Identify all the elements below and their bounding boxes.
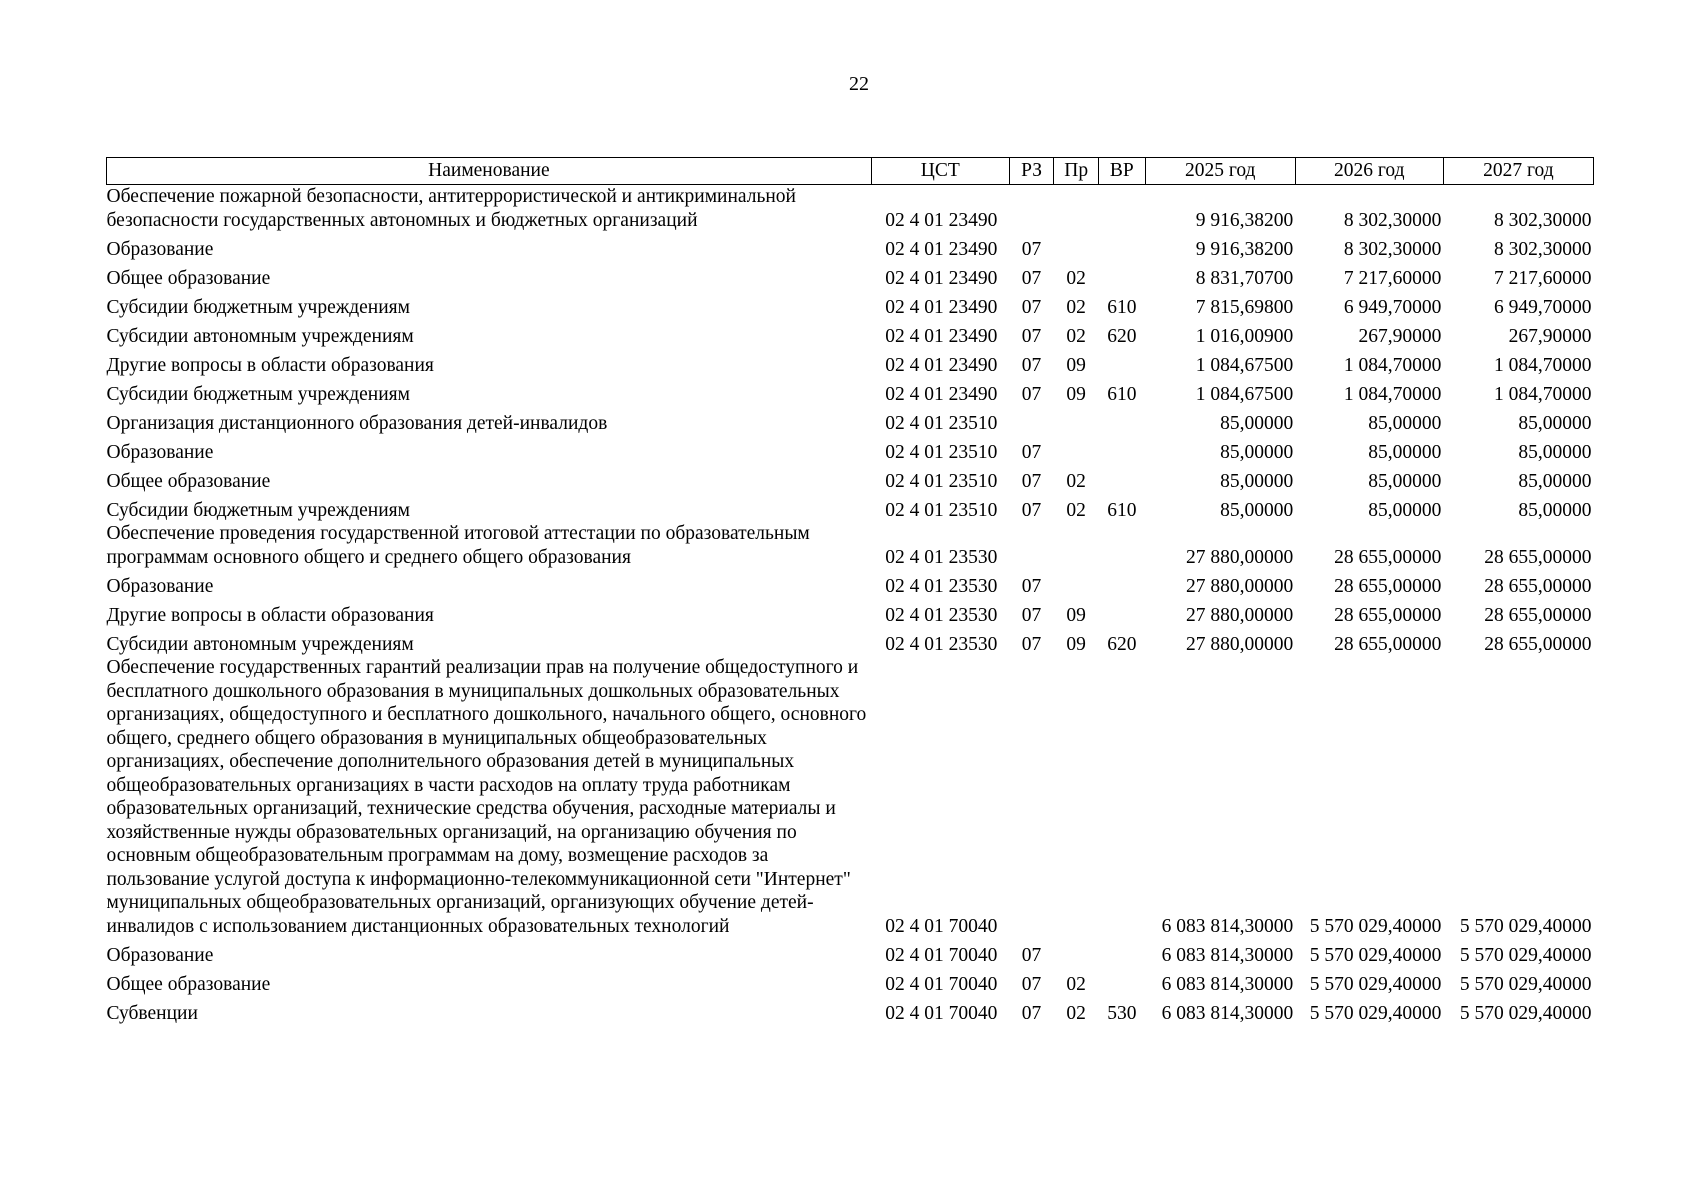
- cst-cell: 02 4 01 23490: [885, 209, 998, 231]
- cst-cell: 02 4 01 23490: [885, 354, 998, 376]
- table-row: [107, 627, 1594, 656]
- pr-cell: 02: [1066, 325, 1086, 347]
- vr-cell: 620: [1107, 633, 1137, 655]
- amount-2026-cell: 28 655,00000: [1334, 575, 1442, 597]
- rz-cell: [1009, 522, 1054, 569]
- amount-2027-cell: 28 655,00000: [1484, 604, 1592, 626]
- vr-cell: [1098, 185, 1145, 233]
- amount-2026-cell: 267,90000: [1358, 325, 1442, 347]
- amount-2025-cell: 6 083 814,30000: [1161, 915, 1294, 937]
- column-header-name: Наименование: [107, 158, 872, 185]
- pr-cell: [1054, 569, 1099, 598]
- amount-2025-cell: 85,00000: [1220, 441, 1294, 463]
- name-cell: Общее образование: [106, 973, 271, 995]
- name-cell: Общее образование: [106, 267, 271, 289]
- pr-cell: 02: [1066, 267, 1086, 289]
- amount-2025-cell: 9 916,38200: [1195, 209, 1294, 231]
- rz-cell: [1009, 406, 1054, 435]
- name-cell: Образование: [106, 441, 214, 463]
- vr-cell: [1098, 232, 1145, 261]
- rz-cell: 07: [1021, 296, 1042, 318]
- cst-cell: 02 4 01 70040: [885, 944, 998, 966]
- cst-cell: 02 4 01 23530: [885, 633, 998, 655]
- amount-2027-cell: 1 084,70000: [1494, 354, 1592, 376]
- amount-2025-cell: 6 083 814,30000: [1161, 944, 1294, 966]
- vr-cell: 620: [1107, 325, 1137, 347]
- table-row: [107, 967, 1594, 996]
- pr-cell: 02: [1066, 1002, 1086, 1024]
- amount-2025-cell: 85,00000: [1220, 412, 1294, 434]
- column-header-rz: РЗ: [1009, 158, 1054, 185]
- vr-cell: 530: [1107, 1002, 1137, 1024]
- table-row: [107, 319, 1594, 348]
- amount-2027-cell: 28 655,00000: [1484, 546, 1592, 568]
- amount-2027-cell: 85,00000: [1518, 441, 1592, 463]
- cst-cell: 02 4 01 23490: [885, 383, 998, 405]
- rz-cell: 07: [1021, 944, 1042, 966]
- pr-cell: 02: [1066, 499, 1086, 521]
- name-cell: Другие вопросы в области образования: [106, 354, 434, 376]
- table-row: [107, 406, 1594, 435]
- rz-cell: 07: [1021, 499, 1042, 521]
- amount-2025-cell: 27 880,00000: [1186, 633, 1294, 655]
- vr-cell: [1098, 522, 1145, 569]
- table-row: [107, 348, 1594, 377]
- amount-2026-cell: 6 949,70000: [1343, 296, 1442, 318]
- amount-2027-cell: 8 302,30000: [1494, 209, 1592, 231]
- name-cell: Субсидии автономным учреждениям: [106, 633, 414, 655]
- name-cell: Общее образование: [106, 470, 271, 492]
- pr-cell: [1054, 938, 1099, 967]
- amount-2025-cell: 1 084,67500: [1195, 383, 1294, 405]
- amount-2025-cell: 8 831,70700: [1195, 267, 1294, 289]
- amount-2025-cell: 1 084,67500: [1195, 354, 1294, 376]
- rz-cell: 07: [1021, 383, 1042, 405]
- vr-cell: [1098, 967, 1145, 996]
- amount-2026-cell: 5 570 029,40000: [1309, 915, 1442, 937]
- pr-cell: [1054, 435, 1099, 464]
- table-header-row: [107, 158, 1594, 185]
- rz-cell: 07: [1021, 238, 1042, 260]
- amount-2027-cell: 28 655,00000: [1484, 575, 1592, 597]
- amount-2026-cell: 7 217,60000: [1343, 267, 1442, 289]
- table-row: [107, 290, 1594, 319]
- name-cell: Обеспечение государственных гарантий реализации прав на получение общедоступного и бесплатного дошкольного образования в муниципальных дошкольных образовательных организациях, общедоступного и бесплатного дошкольного, начального общего, основного общего, среднего общего образования в муниципальных общеобразовательных организациях, обеспечение дополнительного образования детей в муниципальных общеобразовательных организациях в части расходов на оплату труда работникам образовательных организаций, технические средства обучения, расходные материалы и хозяйственные нужды образовательных организаций, на организацию обучения по основным общеобразовательным программам на дому, возмещение расходов за пользование услугой доступа к информационно-телекоммуникационной сети "Интернет" муниципальных общеобразовательных организаций, организующих обучение детей-инвалидов с использованием дистанционных образовательных технологий: [106, 657, 867, 937]
- cst-cell: 02 4 01 23530: [885, 604, 998, 626]
- amount-2026-cell: 1 084,70000: [1343, 383, 1442, 405]
- pr-cell: 09: [1066, 383, 1086, 405]
- rz-cell: 07: [1021, 470, 1042, 492]
- cst-cell: 02 4 01 70040: [885, 1002, 998, 1024]
- cst-cell: 02 4 01 23490: [885, 267, 998, 289]
- rz-cell: [1009, 656, 1054, 938]
- cst-cell: 02 4 01 23490: [885, 296, 998, 318]
- amount-2027-cell: 6 949,70000: [1494, 296, 1592, 318]
- cst-cell: 02 4 01 23510: [885, 441, 998, 463]
- table-row: [107, 996, 1594, 1025]
- amount-2026-cell: 28 655,00000: [1334, 604, 1442, 626]
- pr-cell: [1054, 522, 1099, 569]
- table-row: [107, 493, 1594, 522]
- table-row: [107, 522, 1594, 569]
- table-row: [107, 464, 1594, 493]
- amount-2025-cell: 1 016,00900: [1195, 325, 1294, 347]
- amount-2027-cell: 8 302,30000: [1494, 238, 1592, 260]
- cst-cell: 02 4 01 23510: [885, 412, 998, 434]
- name-cell: Обеспечение проведения государственной итоговой аттестации по образовательным программам основного общего и среднего общего образования: [106, 523, 810, 568]
- pr-cell: [1054, 185, 1099, 233]
- column-header-2025: 2025 год: [1145, 158, 1295, 185]
- table-row: [107, 656, 1594, 938]
- cst-cell: 02 4 01 23530: [885, 575, 998, 597]
- amount-2025-cell: 27 880,00000: [1186, 604, 1294, 626]
- rz-cell: 07: [1021, 633, 1042, 655]
- vr-cell: [1098, 435, 1145, 464]
- amount-2027-cell: 1 084,70000: [1494, 383, 1592, 405]
- amount-2027-cell: 85,00000: [1518, 470, 1592, 492]
- amount-2026-cell: 85,00000: [1368, 499, 1442, 521]
- cst-cell: 02 4 01 70040: [885, 915, 998, 937]
- rz-cell: 07: [1021, 575, 1042, 597]
- table-row: [107, 232, 1594, 261]
- column-header-2026: 2026 год: [1295, 158, 1443, 185]
- table-body: [107, 185, 1594, 1026]
- page-number: 22: [849, 73, 869, 95]
- amount-2026-cell: 85,00000: [1368, 412, 1442, 434]
- name-cell: Образование: [106, 575, 214, 597]
- vr-cell: [1098, 348, 1145, 377]
- pr-cell: [1054, 656, 1099, 938]
- rz-cell: 07: [1021, 604, 1042, 626]
- name-cell: Субсидии бюджетным учреждениям: [106, 296, 410, 318]
- pr-cell: [1054, 406, 1099, 435]
- rz-cell: 07: [1021, 354, 1042, 376]
- rz-cell: 07: [1021, 325, 1042, 347]
- vr-cell: 610: [1107, 383, 1137, 405]
- amount-2026-cell: 5 570 029,40000: [1309, 1002, 1442, 1024]
- table-row: [107, 938, 1594, 967]
- vr-cell: [1098, 464, 1145, 493]
- amount-2025-cell: 6 083 814,30000: [1161, 973, 1294, 995]
- name-cell: Образование: [106, 238, 214, 260]
- rz-cell: 07: [1021, 267, 1042, 289]
- pr-cell: 02: [1066, 296, 1086, 318]
- vr-cell: [1098, 656, 1145, 938]
- amount-2027-cell: 28 655,00000: [1484, 633, 1592, 655]
- amount-2025-cell: 9 916,38200: [1195, 238, 1294, 260]
- pr-cell: 02: [1066, 470, 1086, 492]
- pr-cell: 09: [1066, 633, 1086, 655]
- table-row: [107, 377, 1594, 406]
- pr-cell: 09: [1066, 354, 1086, 376]
- amount-2025-cell: 85,00000: [1220, 470, 1294, 492]
- vr-cell: [1098, 261, 1145, 290]
- column-header-2027: 2027 год: [1443, 158, 1593, 185]
- amount-2027-cell: 5 570 029,40000: [1459, 1002, 1592, 1024]
- name-cell: Субсидии бюджетным учреждениям: [106, 499, 410, 521]
- vr-cell: 610: [1107, 499, 1137, 521]
- amount-2027-cell: 7 217,60000: [1494, 267, 1592, 289]
- pr-cell: 09: [1066, 604, 1086, 626]
- amount-2027-cell: 85,00000: [1518, 412, 1592, 434]
- rz-cell: [1009, 185, 1054, 233]
- name-cell: Субсидии автономным учреждениям: [106, 325, 414, 347]
- amount-2026-cell: 28 655,00000: [1334, 633, 1442, 655]
- name-cell: Образование: [106, 944, 214, 966]
- amount-2027-cell: 5 570 029,40000: [1459, 915, 1592, 937]
- name-cell: Другие вопросы в области образования: [106, 604, 434, 626]
- amount-2025-cell: 27 880,00000: [1186, 575, 1294, 597]
- amount-2027-cell: 5 570 029,40000: [1459, 944, 1592, 966]
- table-row: [107, 435, 1594, 464]
- vr-cell: [1098, 406, 1145, 435]
- table-row: [107, 569, 1594, 598]
- amount-2026-cell: 8 302,30000: [1343, 238, 1442, 260]
- vr-cell: [1098, 598, 1145, 627]
- column-header-cst: ЦСТ: [871, 158, 1009, 185]
- rz-cell: 07: [1021, 1002, 1042, 1024]
- pr-cell: [1054, 232, 1099, 261]
- rz-cell: 07: [1021, 441, 1042, 463]
- amount-2027-cell: 267,90000: [1508, 325, 1592, 347]
- amount-2026-cell: 8 302,30000: [1343, 209, 1442, 231]
- amount-2027-cell: 85,00000: [1518, 499, 1592, 521]
- cst-cell: 02 4 01 70040: [885, 973, 998, 995]
- amount-2026-cell: 5 570 029,40000: [1309, 944, 1442, 966]
- amount-2026-cell: 28 655,00000: [1334, 546, 1442, 568]
- rz-cell: 07: [1021, 973, 1042, 995]
- name-cell: Организация дистанционного образования детей-инвалидов: [106, 412, 608, 434]
- vr-cell: 610: [1107, 296, 1137, 318]
- amount-2026-cell: 85,00000: [1368, 441, 1442, 463]
- amount-2027-cell: 5 570 029,40000: [1459, 973, 1592, 995]
- amount-2025-cell: 6 083 814,30000: [1161, 1002, 1294, 1024]
- column-header-pr: Пр: [1054, 158, 1099, 185]
- column-header-vr: ВР: [1098, 158, 1145, 185]
- table-row: [107, 185, 1594, 233]
- table-row: [107, 261, 1594, 290]
- cst-cell: 02 4 01 23530: [885, 546, 998, 568]
- table-row: [107, 598, 1594, 627]
- budget-table: [106, 157, 1594, 1025]
- name-cell: Субсидии бюджетным учреждениям: [106, 383, 410, 405]
- cst-cell: 02 4 01 23510: [885, 499, 998, 521]
- amount-2025-cell: 7 815,69800: [1195, 296, 1294, 318]
- name-cell: Обеспечение пожарной безопасности, антитеррористической и антикриминальной безопасности государственных автономных и бюджетных организаций: [106, 186, 796, 231]
- amount-2025-cell: 85,00000: [1220, 499, 1294, 521]
- cst-cell: 02 4 01 23490: [885, 325, 998, 347]
- cst-cell: 02 4 01 23490: [885, 238, 998, 260]
- vr-cell: [1098, 569, 1145, 598]
- name-cell: Субвенции: [106, 1002, 198, 1024]
- vr-cell: [1098, 938, 1145, 967]
- amount-2026-cell: 85,00000: [1368, 470, 1442, 492]
- pr-cell: 02: [1066, 973, 1086, 995]
- amount-2025-cell: 27 880,00000: [1186, 546, 1294, 568]
- amount-2026-cell: 1 084,70000: [1343, 354, 1442, 376]
- amount-2026-cell: 5 570 029,40000: [1309, 973, 1442, 995]
- cst-cell: 02 4 01 23510: [885, 470, 998, 492]
